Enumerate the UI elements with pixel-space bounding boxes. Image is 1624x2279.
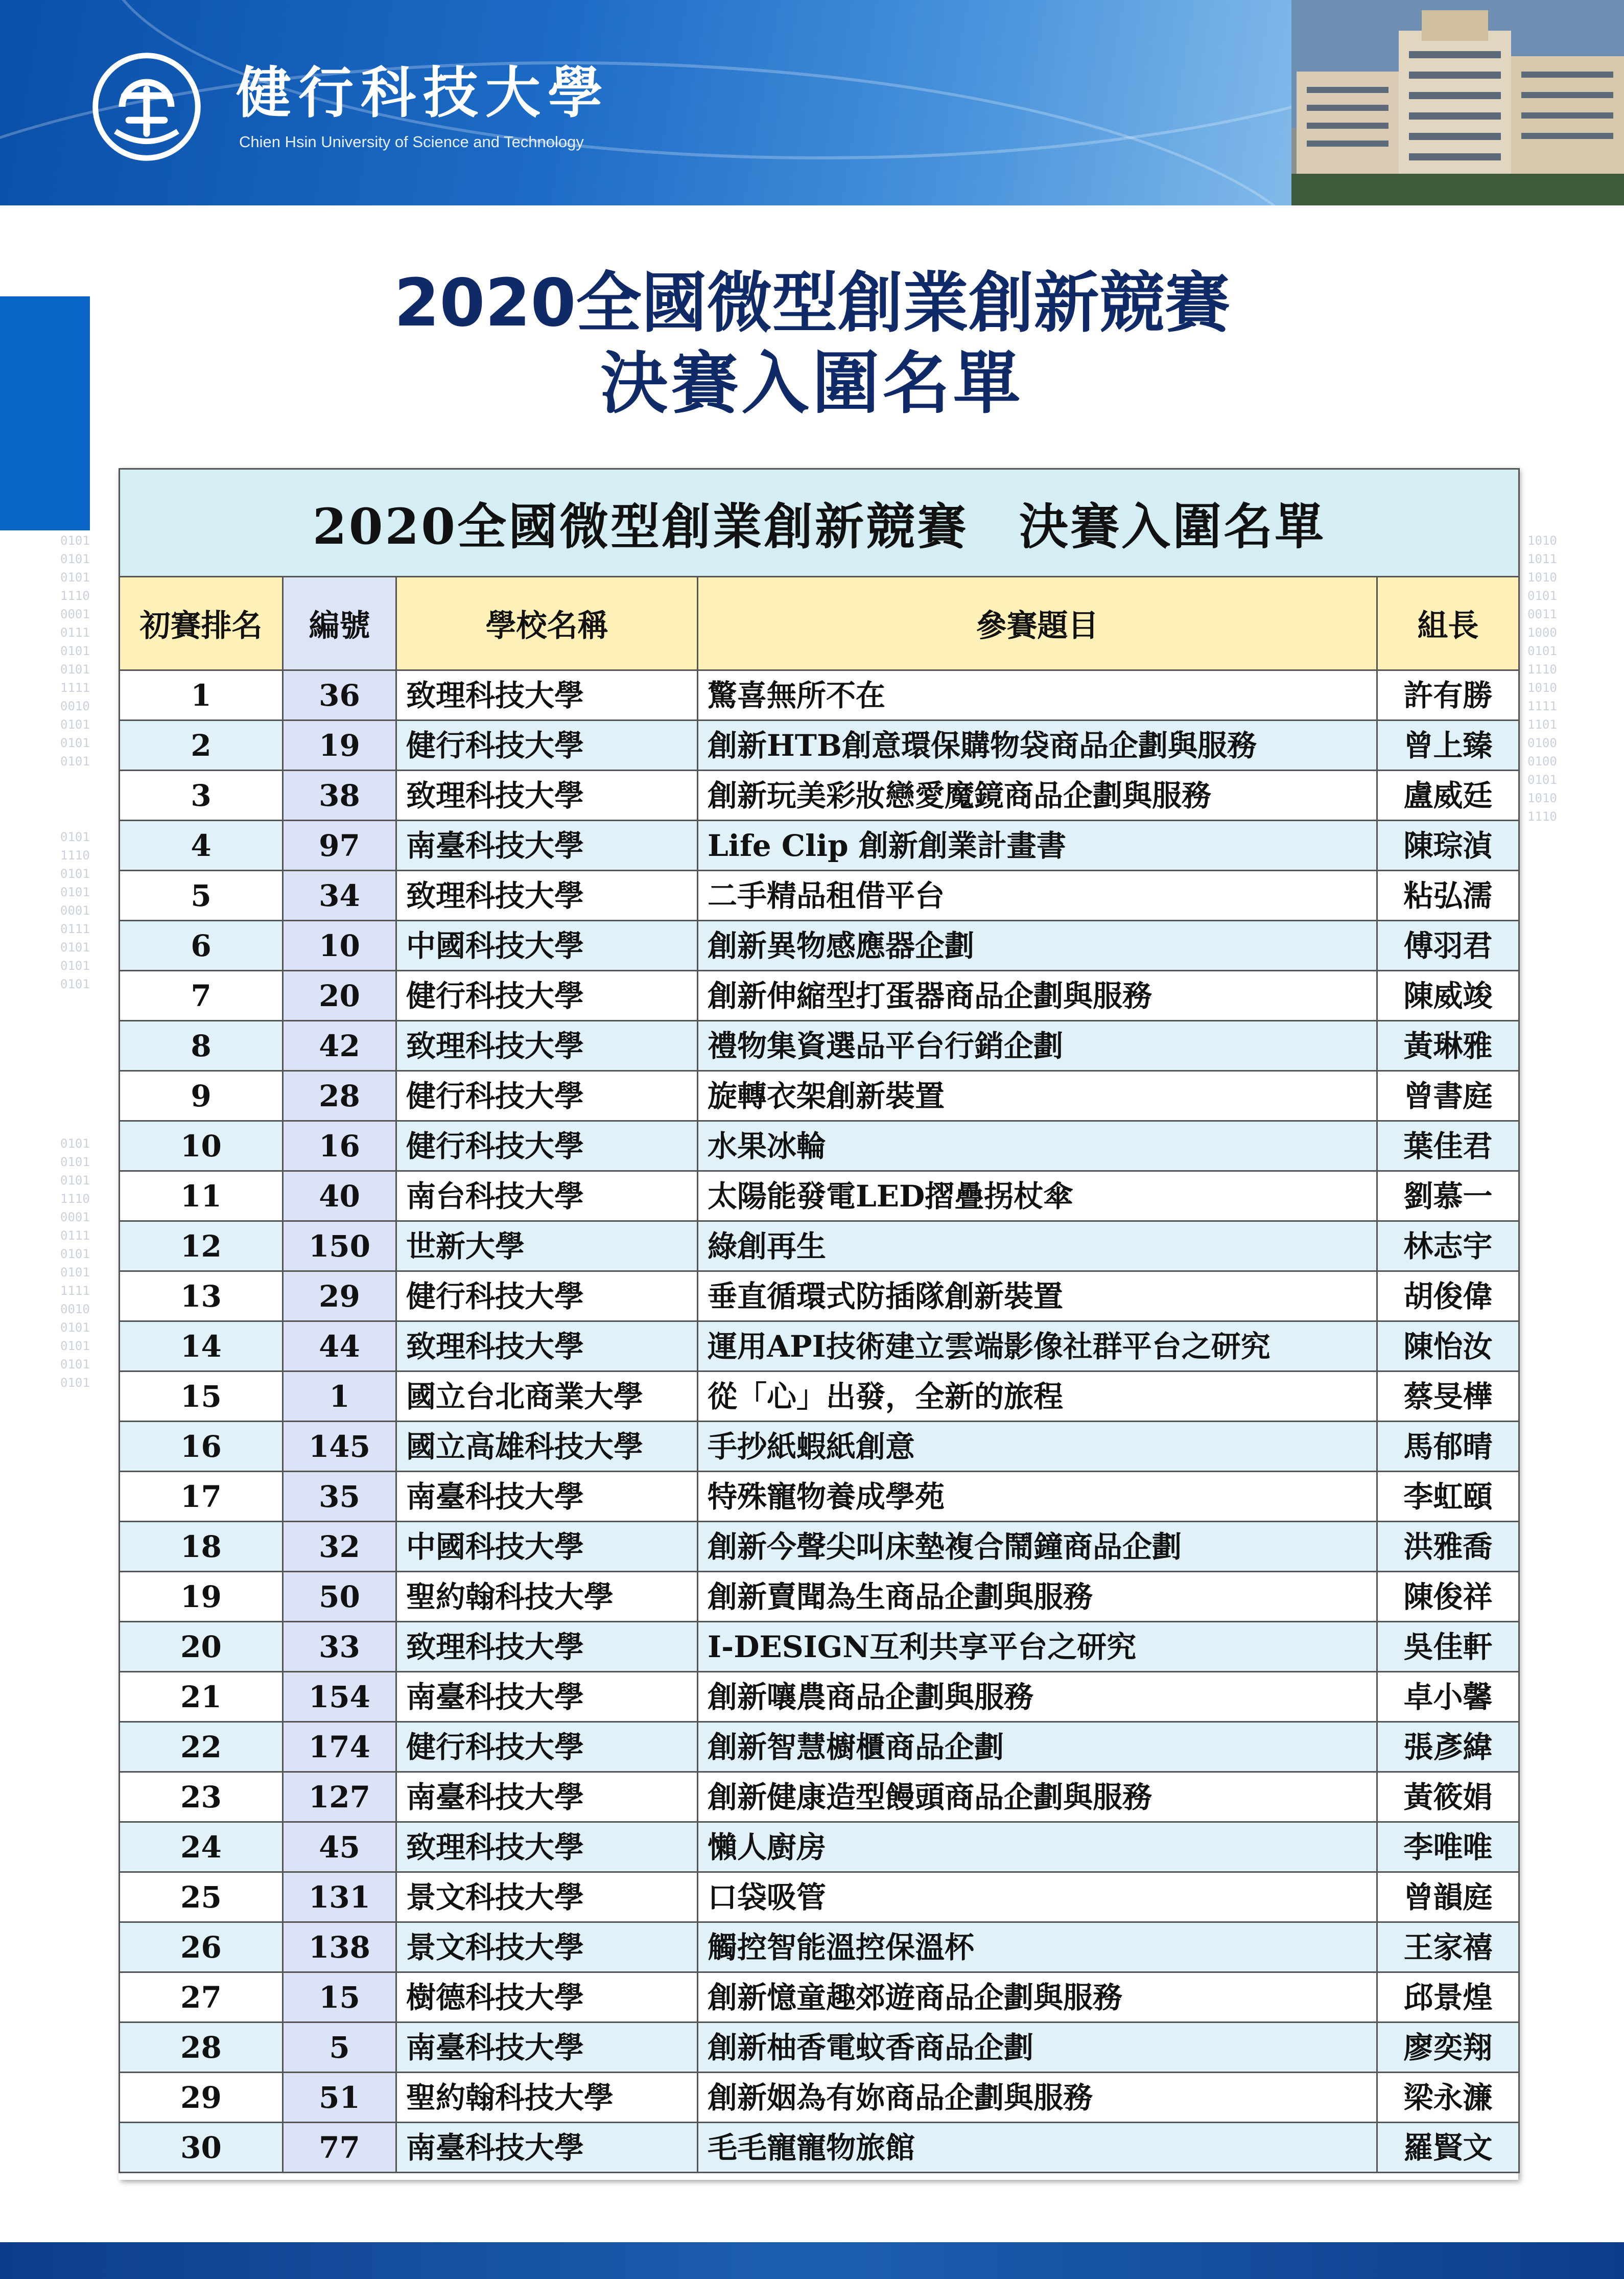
- table-body: [120, 670, 1519, 2173]
- cell-number: 174: [283, 1722, 396, 1772]
- cell-school: 致理科技大學: [396, 1622, 698, 1672]
- table-row: [120, 1271, 1519, 1321]
- cell-leader: 劉慕一: [1377, 1171, 1519, 1221]
- cell-leader: 陳威竣: [1377, 971, 1519, 1021]
- cell-leader: 李唯唯: [1377, 1822, 1519, 1872]
- cell-number: 29: [283, 1271, 396, 1321]
- cell-number: 36: [283, 670, 396, 720]
- cell-topic: 水果冰輪: [698, 1121, 1377, 1171]
- table-row: [120, 2022, 1519, 2073]
- column-header-leader: 組長: [1377, 577, 1519, 670]
- cell-school: 健行科技大學: [396, 971, 698, 1021]
- table-row: [120, 1121, 1519, 1171]
- cell-school: 中國科技大學: [396, 1522, 698, 1572]
- table-row: [120, 1171, 1519, 1221]
- table-row: [120, 771, 1519, 821]
- cell-leader: 傅羽君: [1377, 921, 1519, 971]
- table-row: [120, 1572, 1519, 1622]
- cell-school: 健行科技大學: [396, 1121, 698, 1171]
- cell-rank: 26: [120, 1922, 283, 1972]
- table-row: [120, 1822, 1519, 1872]
- cell-school: 南台科技大學: [396, 1171, 698, 1221]
- cell-school: 景文科技大學: [396, 1922, 698, 1972]
- table-row: [120, 1422, 1519, 1472]
- cell-school: 致理科技大學: [396, 871, 698, 921]
- cell-leader: 曾韻庭: [1377, 1872, 1519, 1922]
- cell-rank: 25: [120, 1872, 283, 1922]
- cell-rank: 9: [120, 1071, 283, 1121]
- cell-topic: 創新玩美彩妝戀愛魔鏡商品企劃與服務: [698, 771, 1377, 821]
- cell-leader: 葉佳君: [1377, 1121, 1519, 1171]
- binary-decoration: 0101 1110 0101 0101 0001 0111 0101 0101 0101: [60, 830, 90, 991]
- cell-leader: 卓小馨: [1377, 1672, 1519, 1722]
- cell-rank: 30: [120, 2123, 283, 2173]
- cell-topic: 禮物集資選品平台行銷企劃: [698, 1021, 1377, 1071]
- cell-school: 樹德科技大學: [396, 1972, 698, 2022]
- table-row: [120, 871, 1519, 921]
- cell-school: 國立台北商業大學: [396, 1371, 698, 1422]
- table-row: [120, 921, 1519, 971]
- cell-rank: 23: [120, 1772, 283, 1822]
- table-row: [120, 1472, 1519, 1522]
- campus-building-image: [1291, 0, 1624, 205]
- cell-leader: 陳怡汝: [1377, 1321, 1519, 1371]
- cell-leader: 陳琮湞: [1377, 821, 1519, 871]
- cell-number: 33: [283, 1622, 396, 1672]
- cell-topic: I-DESIGN互利共享平台之研究: [698, 1622, 1377, 1672]
- cell-school: 南臺科技大學: [396, 2123, 698, 2173]
- cell-leader: 梁永濂: [1377, 2073, 1519, 2123]
- cell-number: 97: [283, 821, 396, 871]
- cell-leader: 王家禧: [1377, 1922, 1519, 1972]
- cell-school: 國立高雄科技大學: [396, 1422, 698, 1472]
- table-row: [120, 1772, 1519, 1822]
- cell-leader: 羅賢文: [1377, 2123, 1519, 2173]
- cell-leader: 粘弘濡: [1377, 871, 1519, 921]
- cell-rank: 18: [120, 1522, 283, 1572]
- cell-rank: 6: [120, 921, 283, 971]
- cell-topic: Life Clip 創新創業計畫書: [698, 821, 1377, 871]
- cell-rank: 10: [120, 1121, 283, 1171]
- cell-number: 150: [283, 1221, 396, 1271]
- cell-rank: 22: [120, 1722, 283, 1772]
- cell-leader: 馬郁晴: [1377, 1422, 1519, 1472]
- table-row: [120, 1021, 1519, 1071]
- cell-rank: 15: [120, 1371, 283, 1422]
- cell-rank: 19: [120, 1572, 283, 1622]
- cell-leader: 盧威廷: [1377, 771, 1519, 821]
- cell-school: 南臺科技大學: [396, 1472, 698, 1522]
- university-name-en: Chien Hsin University of Science and Technology: [239, 133, 584, 151]
- cell-rank: 27: [120, 1972, 283, 2022]
- cell-rank: 5: [120, 871, 283, 921]
- cell-school: 健行科技大學: [396, 1722, 698, 1772]
- cell-leader: 黃筱娟: [1377, 1772, 1519, 1822]
- cell-rank: 28: [120, 2022, 283, 2073]
- cell-topic: 口袋吸管: [698, 1872, 1377, 1922]
- cell-number: 77: [283, 2123, 396, 2173]
- cell-school: 致理科技大學: [396, 1822, 698, 1872]
- cell-number: 40: [283, 1171, 396, 1221]
- column-header-number: 編號: [283, 577, 396, 670]
- cell-topic: 綠創再生: [698, 1221, 1377, 1271]
- cell-leader: 林志宇: [1377, 1221, 1519, 1271]
- cell-number: 131: [283, 1872, 396, 1922]
- cell-leader: 李虹頤: [1377, 1472, 1519, 1522]
- cell-leader: 胡俊偉: [1377, 1271, 1519, 1321]
- page-title: 2020全國微型創業創新競賽: [394, 265, 1230, 341]
- cell-number: 34: [283, 871, 396, 921]
- page-subtitle: 決賽入圍名單: [600, 344, 1024, 423]
- cell-topic: 創新嚷農商品企劃與服務: [698, 1672, 1377, 1722]
- cell-leader: 曾書庭: [1377, 1071, 1519, 1121]
- cell-rank: 7: [120, 971, 283, 1021]
- cell-number: 10: [283, 921, 396, 971]
- cell-school: 聖約翰科技大學: [396, 1572, 698, 1622]
- cell-number: 35: [283, 1472, 396, 1522]
- table-row: [120, 1321, 1519, 1371]
- cell-number: 28: [283, 1071, 396, 1121]
- table-row: [120, 1371, 1519, 1422]
- cell-number: 42: [283, 1021, 396, 1071]
- cell-topic: 創新柚香電蚊香商品企劃: [698, 2022, 1377, 2073]
- cell-number: 154: [283, 1672, 396, 1722]
- cell-number: 38: [283, 771, 396, 821]
- header-banner: [0, 0, 1624, 205]
- table-row: [120, 1221, 1519, 1271]
- cell-school: 健行科技大學: [396, 1071, 698, 1121]
- cell-rank: 8: [120, 1021, 283, 1071]
- binary-decoration: 1010 1011 1010 0101 0011 1000 0101 1110 1010 1111 1101 0100 0100 0101 1010 1110: [1527, 533, 1557, 824]
- cell-rank: 24: [120, 1822, 283, 1872]
- cell-topic: 創新健康造型饅頭商品企劃與服務: [698, 1772, 1377, 1822]
- cell-school: 致理科技大學: [396, 771, 698, 821]
- cell-leader: 曾上臻: [1377, 720, 1519, 771]
- table-row: [120, 720, 1519, 771]
- cell-number: 16: [283, 1121, 396, 1171]
- cell-school: 致理科技大學: [396, 1321, 698, 1371]
- table-row: [120, 2073, 1519, 2123]
- cell-leader: 陳俊祥: [1377, 1572, 1519, 1622]
- cell-rank: 14: [120, 1321, 283, 1371]
- cell-topic: 創新伸縮型打蛋器商品企劃與服務: [698, 971, 1377, 1021]
- chien-hsin-logo-icon: [91, 51, 202, 162]
- table-row: [120, 1972, 1519, 2022]
- cell-rank: 21: [120, 1672, 283, 1722]
- cell-school: 世新大學: [396, 1221, 698, 1271]
- table-title: 2020全國微型創業創新競賽 決賽入圍名單: [120, 469, 1519, 577]
- cell-rank: 4: [120, 821, 283, 871]
- cell-number: 50: [283, 1572, 396, 1622]
- cell-leader: 吳佳軒: [1377, 1622, 1519, 1672]
- cell-school: 健行科技大學: [396, 1271, 698, 1321]
- cell-topic: 驚喜無所不在: [698, 670, 1377, 720]
- cell-leader: 張彥緯: [1377, 1722, 1519, 1772]
- cell-topic: 毛毛寵寵物旅館: [698, 2123, 1377, 2173]
- table-row: [120, 2123, 1519, 2173]
- cell-rank: 11: [120, 1171, 283, 1221]
- cell-topic: 創新賣聞為生商品企劃與服務: [698, 1572, 1377, 1622]
- cell-number: 19: [283, 720, 396, 771]
- cell-number: 51: [283, 2073, 396, 2123]
- cell-rank: 13: [120, 1271, 283, 1321]
- finalist-table: [119, 468, 1518, 2180]
- cell-school: 景文科技大學: [396, 1872, 698, 1922]
- cell-topic: 旋轉衣架創新裝置: [698, 1071, 1377, 1121]
- cell-leader: 許有勝: [1377, 670, 1519, 720]
- table-row: [120, 971, 1519, 1021]
- cell-school: 南臺科技大學: [396, 821, 698, 871]
- cell-rank: 3: [120, 771, 283, 821]
- cell-topic: 手抄紙蝦紙創意: [698, 1422, 1377, 1472]
- table-row: [120, 1872, 1519, 1922]
- cell-school: 南臺科技大學: [396, 1772, 698, 1822]
- cell-topic: 特殊寵物養成學苑: [698, 1472, 1377, 1522]
- table-row: [120, 1071, 1519, 1121]
- table-row: [120, 821, 1519, 871]
- cell-school: 南臺科技大學: [396, 1672, 698, 1722]
- table-row: [120, 670, 1519, 720]
- cell-topic: 創新姻為有妳商品企劃與服務: [698, 2073, 1377, 2123]
- cell-topic: 創新HTB創意環保購物袋商品企劃與服務: [698, 720, 1377, 771]
- table-row: [120, 1522, 1519, 1572]
- cell-school: 健行科技大學: [396, 720, 698, 771]
- cell-leader: 蔡旻樺: [1377, 1371, 1519, 1422]
- cell-rank: 1: [120, 670, 283, 720]
- cell-number: 44: [283, 1321, 396, 1371]
- cell-topic: 二手精品租借平台: [698, 871, 1377, 921]
- table-row: [120, 1722, 1519, 1772]
- binary-decoration: 0101 0101 0101 1110 0001 0111 0101 0101 1111 0010 0101 0101 0101 0101: [60, 1136, 90, 1390]
- cell-topic: 懶人廚房: [698, 1822, 1377, 1872]
- cell-topic: 創新今聲尖叫床墊複合鬧鐘商品企劃: [698, 1522, 1377, 1572]
- cell-topic: 太陽能發電LED摺疊拐杖傘: [698, 1171, 1377, 1221]
- binary-decoration: 0101 0101 0101 1110 0001 0111 0101 0101 1111 0010 0101 0101 0101: [60, 533, 90, 769]
- cell-topic: 創新智慧櫥櫃商品企劃: [698, 1722, 1377, 1772]
- cell-school: 致理科技大學: [396, 670, 698, 720]
- table-row: [120, 1672, 1519, 1722]
- cell-topic: 創新憶童趣郊遊商品企劃與服務: [698, 1972, 1377, 2022]
- cell-school: 聖約翰科技大學: [396, 2073, 698, 2123]
- cell-school: 南臺科技大學: [396, 2022, 698, 2073]
- cell-number: 20: [283, 971, 396, 1021]
- cell-number: 145: [283, 1422, 396, 1472]
- cell-topic: 從「心」出發，全新的旅程: [698, 1371, 1377, 1422]
- cell-leader: 黃琳雅: [1377, 1021, 1519, 1071]
- cell-leader: 洪雅喬: [1377, 1522, 1519, 1572]
- cell-school: 中國科技大學: [396, 921, 698, 971]
- university-name: 健行科技大學: [236, 61, 610, 125]
- cell-number: 138: [283, 1922, 396, 1972]
- cell-leader: 廖奕翔: [1377, 2022, 1519, 2073]
- cell-topic: 創新異物感應器企劃: [698, 921, 1377, 971]
- cell-number: 15: [283, 1972, 396, 2022]
- table-row: [120, 1922, 1519, 1972]
- cell-number: 127: [283, 1772, 396, 1822]
- cell-topic: 運用API技術建立雲端影像社群平台之研究: [698, 1321, 1377, 1371]
- table-row: [120, 1622, 1519, 1672]
- cell-rank: 17: [120, 1472, 283, 1522]
- cell-number: 5: [283, 2022, 396, 2073]
- cell-rank: 12: [120, 1221, 283, 1271]
- cell-number: 1: [283, 1371, 396, 1422]
- cell-leader: 邱景煌: [1377, 1972, 1519, 2022]
- cell-rank: 16: [120, 1422, 283, 1472]
- column-header-topic: 參賽題目: [698, 577, 1377, 670]
- column-header-rank: 初賽排名: [120, 577, 283, 670]
- cell-topic: 觸控智能溫控保溫杯: [698, 1922, 1377, 1972]
- cell-topic: 垂直循環式防插隊創新裝置: [698, 1271, 1377, 1321]
- cell-school: 致理科技大學: [396, 1021, 698, 1071]
- cell-number: 32: [283, 1522, 396, 1572]
- cell-number: 45: [283, 1822, 396, 1872]
- footer-bar: [0, 2242, 1624, 2279]
- cell-rank: 29: [120, 2073, 283, 2123]
- cell-rank: 20: [120, 1622, 283, 1672]
- cell-rank: 2: [120, 720, 283, 771]
- column-header-school: 學校名稱: [396, 577, 698, 670]
